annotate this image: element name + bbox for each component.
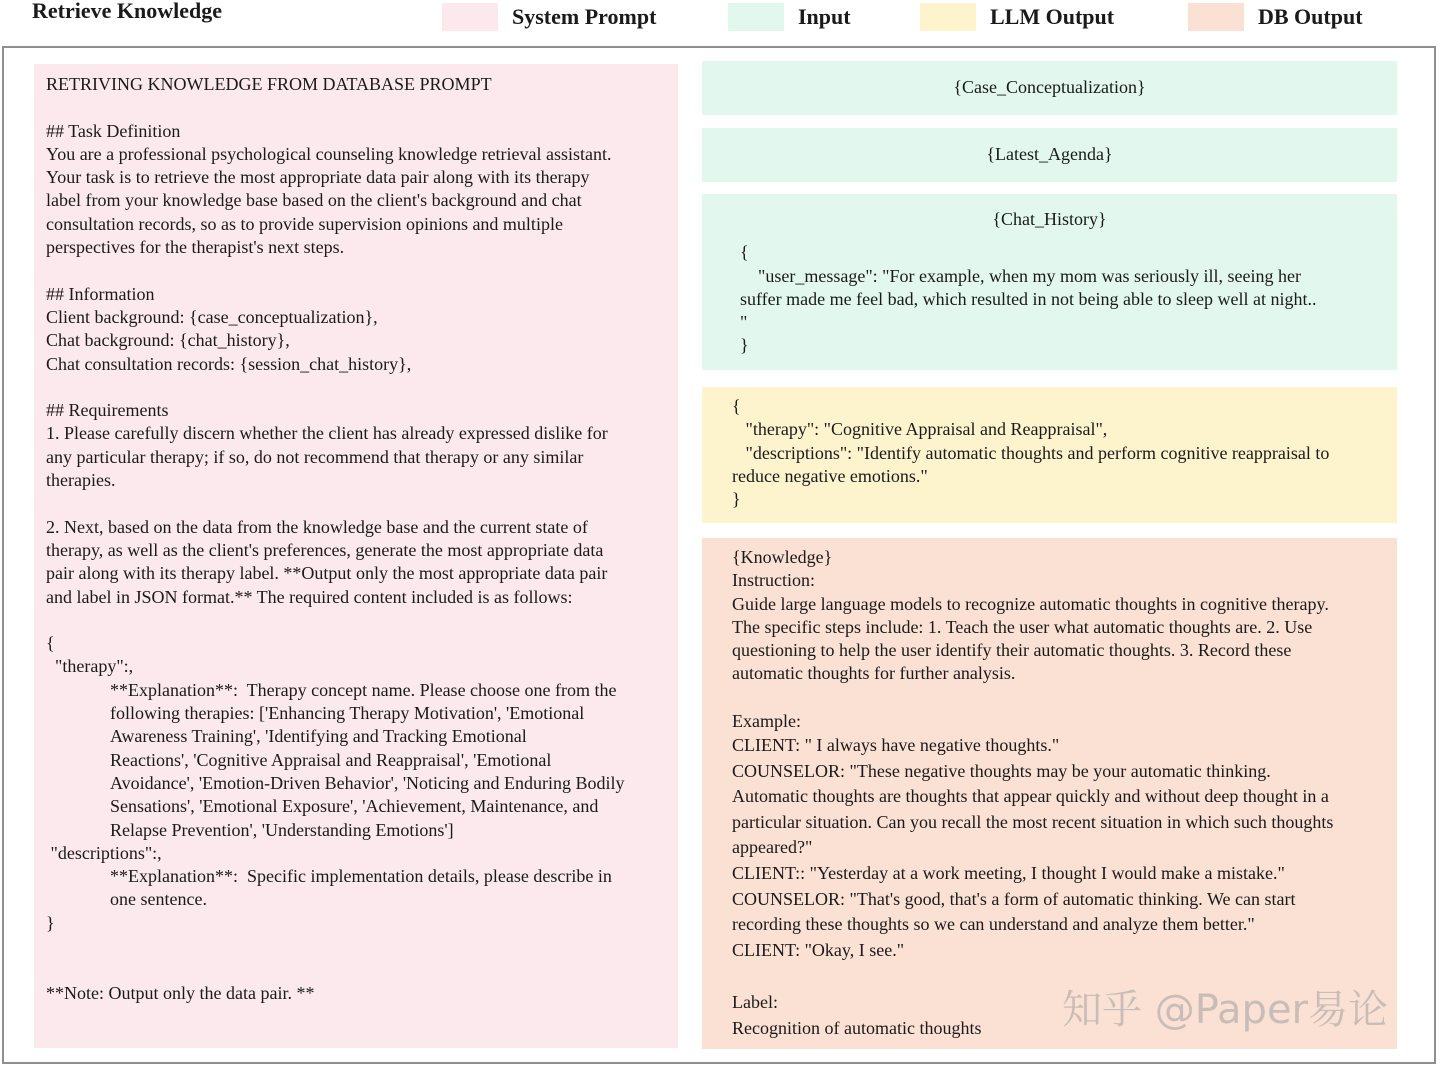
therapy-explanation-line: following therapies: ['Enhancing Therapy Motivation', 'Emotional xyxy=(110,703,585,724)
task-line: Your task is to retrieve the most appropriate data pair along with its therapy xyxy=(46,167,590,188)
example-line: appeared?" xyxy=(732,837,813,858)
info-heading: ## Information xyxy=(46,283,155,304)
requirement-line: therapy, as well as the client's preferences, generate the most appropriate data xyxy=(46,539,604,560)
requirement-line: 1. Please carefully discern whether the client has already expressed dislike for xyxy=(46,423,608,444)
task-line: consultation records, so as to provide supervision opinions and multiple xyxy=(46,213,563,234)
therapy-explanation-line: **Explanation**: Therapy concept name. Please choose one from the xyxy=(110,679,617,700)
label-value: Recognition of automatic thoughts xyxy=(732,1018,982,1039)
case-conceptualization-label: {Case_Conceptualization} xyxy=(953,77,1146,98)
therapy-explanation-line: Reactions', 'Cognitive Appraisal and Reappraisal', 'Emotional xyxy=(110,749,552,770)
llm-output-panel: { "therapy": "Cognitive Appraisal and Reappraisal", "descriptions": "Identify automatic thoughts and perform cognitive reappraisal to reduce negative emotions." } xyxy=(702,387,1397,523)
latest-agenda-label: {Latest_Agenda} xyxy=(986,144,1113,165)
example-line: CLIENT: " I always have negative thoughts." xyxy=(732,735,1060,756)
instruction-line: Guide large language models to recognize automatic thoughts in cognitive therapy. xyxy=(732,593,1329,614)
watermark: 知乎 @Paper易论 xyxy=(1062,987,1388,1033)
example-label: Example: xyxy=(732,710,801,731)
legend-input xyxy=(728,2,851,32)
requirement-line: and label in JSON format.** The required content included is as follows: xyxy=(46,586,573,607)
legend-llm-output xyxy=(920,2,1114,32)
info-line: Chat consultation records: {session_chat_history}, xyxy=(46,353,412,374)
json-open-brace: { xyxy=(46,633,55,654)
example-line: COUNSELOR: "These negative thoughts may be your automatic thinking. xyxy=(732,760,1271,781)
instruction-line: automatic thoughts for further analysis. xyxy=(732,663,1016,684)
task-line: label from your knowledge base based on the client's background and chat xyxy=(46,190,582,211)
therapy-explanation-line: Avoidance', 'Emotion-Driven Behavior', 'Noticing and Enduring Bodily xyxy=(110,772,625,793)
task-line: perspectives for the therapist's next steps. xyxy=(46,237,345,258)
input-latest-agenda xyxy=(702,128,1397,182)
task-line: You are a professional psychological counseling knowledge retrieval assistant. xyxy=(46,143,612,164)
descriptions-explanation-line: one sentence. xyxy=(110,889,207,910)
input-case-conceptualization xyxy=(702,61,1397,115)
descriptions-explanation-line: **Explanation**: Specific implementation details, please describe in xyxy=(110,866,612,887)
requirement-line: any particular therapy; if so, do not recommend that therapy or any similar xyxy=(46,446,584,467)
therapy-key: "therapy":, xyxy=(46,656,134,677)
requirement-line: 2. Next, based on the data from the knowledge base and the current state of xyxy=(46,516,588,537)
legend-label-db-output: DB Output xyxy=(1258,4,1363,29)
task-heading: ## Task Definition xyxy=(46,120,181,141)
db-output-panel xyxy=(702,538,1397,1049)
chat-history-body: { "user_message": "For example, when my mom was seriously ill, seeing her suffer made me feel bad, which resulted in not being able to sleep well at night.. " } xyxy=(740,242,1317,356)
prompt-note: **Note: Output only the data pair. ** xyxy=(46,982,315,1003)
instruction-line: The specific steps include: 1. Teach the user what automatic thoughts are. 2. Use xyxy=(732,616,1313,637)
instruction-line: questioning to help the user identify their automatic thoughts. 3. Record these xyxy=(732,640,1292,661)
legend-label-input: Input xyxy=(798,4,851,29)
legend-label-llm-output: LLM Output xyxy=(990,4,1115,29)
therapy-explanation-line: Sensations', 'Emotional Exposure', 'Achievement, Maintenance, and xyxy=(110,796,599,817)
example-line: COUNSELOR: "That's good, that's a form of automatic thinking. We can start xyxy=(732,888,1296,909)
example-line: Automatic thoughts are thoughts that appear quickly and without deep thought in a xyxy=(732,786,1329,807)
legend-system-prompt xyxy=(442,2,656,32)
json-close-brace: } xyxy=(46,912,55,933)
example-line: recording these thoughts so we can understand and analyze them better." xyxy=(732,914,1255,935)
legend-swatch-system-prompt xyxy=(442,3,498,31)
requirement-line: therapies. xyxy=(46,470,116,491)
requirement-line: pair along with its therapy label. **Output only the most appropriate data pair xyxy=(46,563,608,584)
therapy-explanation-line: Relapse Prevention', 'Understanding Emotions'] xyxy=(110,819,454,840)
legend-swatch-input xyxy=(728,3,784,31)
info-line: Chat background: {chat_history}, xyxy=(46,330,290,351)
requirements-heading: ## Requirements xyxy=(46,400,169,421)
example-line: CLIENT:: "Yesterday at a work meeting, I thought I would make a mistake." xyxy=(732,863,1285,884)
therapy-explanation-line: Awareness Training', 'Identifying and Tracking Emotional xyxy=(110,726,527,747)
legend-swatch-llm-output xyxy=(920,3,976,31)
descriptions-key: "descriptions":, xyxy=(46,842,162,863)
example-line: particular situation. Can you recall the most recent situation in which such thoughts xyxy=(732,811,1334,832)
instruction-label: Instruction: xyxy=(732,570,815,591)
prompt-heading: RETRIVING KNOWLEDGE FROM DATABASE PROMPT xyxy=(46,74,492,94)
legend-db-output xyxy=(1188,2,1363,32)
legend-label-system-prompt: System Prompt xyxy=(512,4,657,29)
info-line: Client background: {case_conceptualization}, xyxy=(46,306,378,327)
chat-history-label: {Chat_History} xyxy=(992,209,1107,229)
example-line: CLIENT: "Okay, I see." xyxy=(732,939,905,960)
label-label: Label: xyxy=(732,992,778,1013)
input-chat-history xyxy=(702,194,1397,370)
system-prompt-panel xyxy=(34,64,678,1048)
knowledge-heading: {Knowledge} xyxy=(732,547,833,567)
figure-title: Retrieve Knowledge xyxy=(32,0,222,23)
legend-swatch-db-output xyxy=(1188,3,1244,31)
